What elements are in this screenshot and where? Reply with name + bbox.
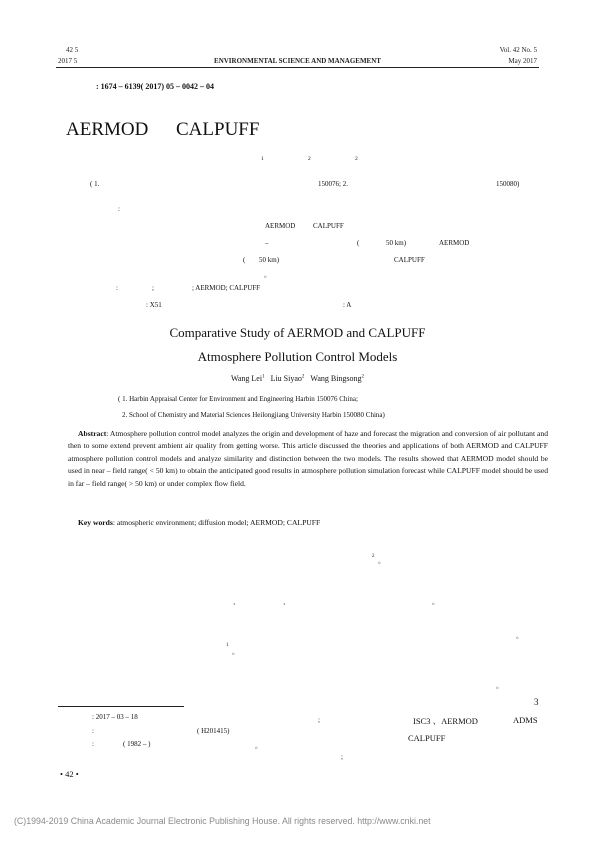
header-volume-cn: 42 5 bbox=[66, 46, 79, 54]
abstract-text: : Atmosphere pollution control model analyzes the origin and development of haze and forecast the migration and conversion of air pollutant and then to some extend prevent ambient air quality from getting worse. This article discussed the theories and applications of both AERMOD and CALPUFF atmosphere pollution control models and analyze similarity and distinction between the two models. The results showed that AERMOD model should be used in near – field range( < 50 km) to obtain the anticipated good results in atmosphere pollution simulation forecast while CALPUFF model should be used in far – field range( > 50 km) or under complex flow field. bbox=[68, 429, 548, 488]
author-name: Wang Bingsong bbox=[310, 374, 362, 383]
cn-class-number: : X51 bbox=[146, 301, 162, 309]
cn-abstract-calpuff-2: CALPUFF bbox=[394, 256, 425, 264]
cn-abstract-calpuff: CALPUFF bbox=[313, 222, 344, 230]
en-keywords bbox=[78, 518, 320, 527]
cn-author-mark-2: 2 bbox=[308, 156, 311, 162]
right-col-models: ISC3 、AERMOD bbox=[413, 716, 478, 726]
en-title-line-2: Atmosphere Pollution Control Models bbox=[197, 349, 398, 364]
page-number: • 42 • bbox=[60, 769, 79, 779]
author-name: Liu Siyao bbox=[270, 374, 302, 383]
keywords-label: Key words bbox=[78, 518, 113, 527]
body-period: 。 bbox=[232, 648, 239, 656]
cn-abstract-aermod: AERMOD bbox=[265, 222, 296, 230]
cn-title-calpuff: CALPUFF bbox=[176, 119, 260, 140]
footnote-fund-colon: : bbox=[92, 727, 94, 735]
right-col-adms: ADMS bbox=[513, 715, 538, 725]
body-period: 。 bbox=[516, 632, 523, 640]
cn-title-aermod: AERMOD bbox=[66, 119, 149, 140]
cn-abstract-near-range: 50 km) bbox=[386, 239, 407, 247]
author-affil-mark: 1 bbox=[262, 374, 265, 380]
right-col-semicolon: ; bbox=[318, 716, 320, 724]
cn-author-mark-1: 1 bbox=[261, 156, 264, 162]
header-date-cn: 2017 5 bbox=[58, 57, 78, 65]
body-citation-1: 1 bbox=[226, 643, 229, 648]
cn-abstract-far-range: 50 km) bbox=[259, 256, 280, 264]
right-col-calpuff: CALPUFF bbox=[408, 733, 446, 743]
body-period: 。 bbox=[432, 598, 439, 606]
cn-abstract-paren-2: ( bbox=[243, 256, 246, 264]
header-date-en: May 2017 bbox=[508, 57, 537, 65]
footnote-author-colon: : bbox=[92, 740, 94, 748]
cn-abstract-colon: : bbox=[118, 205, 120, 213]
journal-name: ENVIRONMENTAL SCIENCE AND MANAGEMENT bbox=[214, 57, 381, 65]
en-authors bbox=[0, 374, 595, 383]
cn-affil-right: 150080) bbox=[496, 180, 520, 188]
right-col-semicolon-2: ; bbox=[341, 753, 343, 761]
cn-affil-mid: 150076; 2. bbox=[318, 180, 348, 188]
author-affil-mark: 2 bbox=[361, 374, 365, 380]
cn-keywords-colon: : bbox=[116, 284, 118, 292]
cn-abstract-period: 。 bbox=[264, 271, 271, 279]
cnki-watermark: (C)1994-2019 China Academic Journal Electronic Publishing House. All rights reserved. http://www.cnki.net bbox=[14, 816, 431, 826]
header-rule bbox=[56, 67, 539, 68]
author-affil-mark: 2 bbox=[301, 374, 305, 380]
footnote-period: 。 bbox=[255, 742, 262, 750]
cn-author-mark-3: 2 bbox=[355, 156, 358, 162]
footnote-fund-code: ( H201415) bbox=[197, 727, 230, 735]
cn-affil-left: ( 1. bbox=[90, 180, 100, 188]
author-name: Wang Lei bbox=[230, 374, 263, 383]
cn-abstract-dash: – bbox=[265, 239, 269, 247]
cn-document-code: : A bbox=[343, 301, 352, 309]
en-affiliation-1: ( 1. Harbin Appraisal Center for Environment and Engineering Harbin 150076 China; bbox=[118, 395, 358, 403]
body-period: 。 bbox=[378, 557, 385, 565]
body-comma: 、 bbox=[233, 598, 240, 606]
abstract-label: Abstract bbox=[78, 429, 107, 438]
footnote-author-year: ( 1982 – ) bbox=[123, 740, 151, 748]
keywords-text: : atmospheric environment; diffusion model; AERMOD; CALPUFF bbox=[112, 518, 321, 527]
cn-keywords-terms: ; AERMOD; CALPUFF bbox=[192, 284, 261, 292]
cn-keywords-sep: ; bbox=[152, 284, 154, 292]
article-number: : 1674 – 6139( 2017) 05 – 0042 – 04 bbox=[96, 82, 214, 91]
body-period: 。 bbox=[496, 682, 503, 690]
cn-abstract-paren: ( bbox=[357, 239, 360, 247]
en-title-line-1: Comparative Study of AERMOD and CALPUFF bbox=[169, 325, 426, 340]
header-volume-en: Vol. 42 No. 5 bbox=[499, 46, 537, 54]
en-abstract bbox=[68, 428, 548, 490]
footnote-received-date: : 2017 – 03 – 18 bbox=[92, 713, 138, 721]
body-citation-2: 2 bbox=[372, 554, 375, 559]
cn-abstract-aermod-2: AERMOD bbox=[439, 239, 470, 247]
footnote-rule bbox=[58, 706, 184, 707]
en-affiliation-2: 2. School of Chemistry and Material Sciences Heilongjiang University Harbin 150080 China) bbox=[122, 411, 385, 419]
section-number-3: 3 bbox=[534, 697, 539, 707]
body-comma: 、 bbox=[283, 598, 290, 606]
